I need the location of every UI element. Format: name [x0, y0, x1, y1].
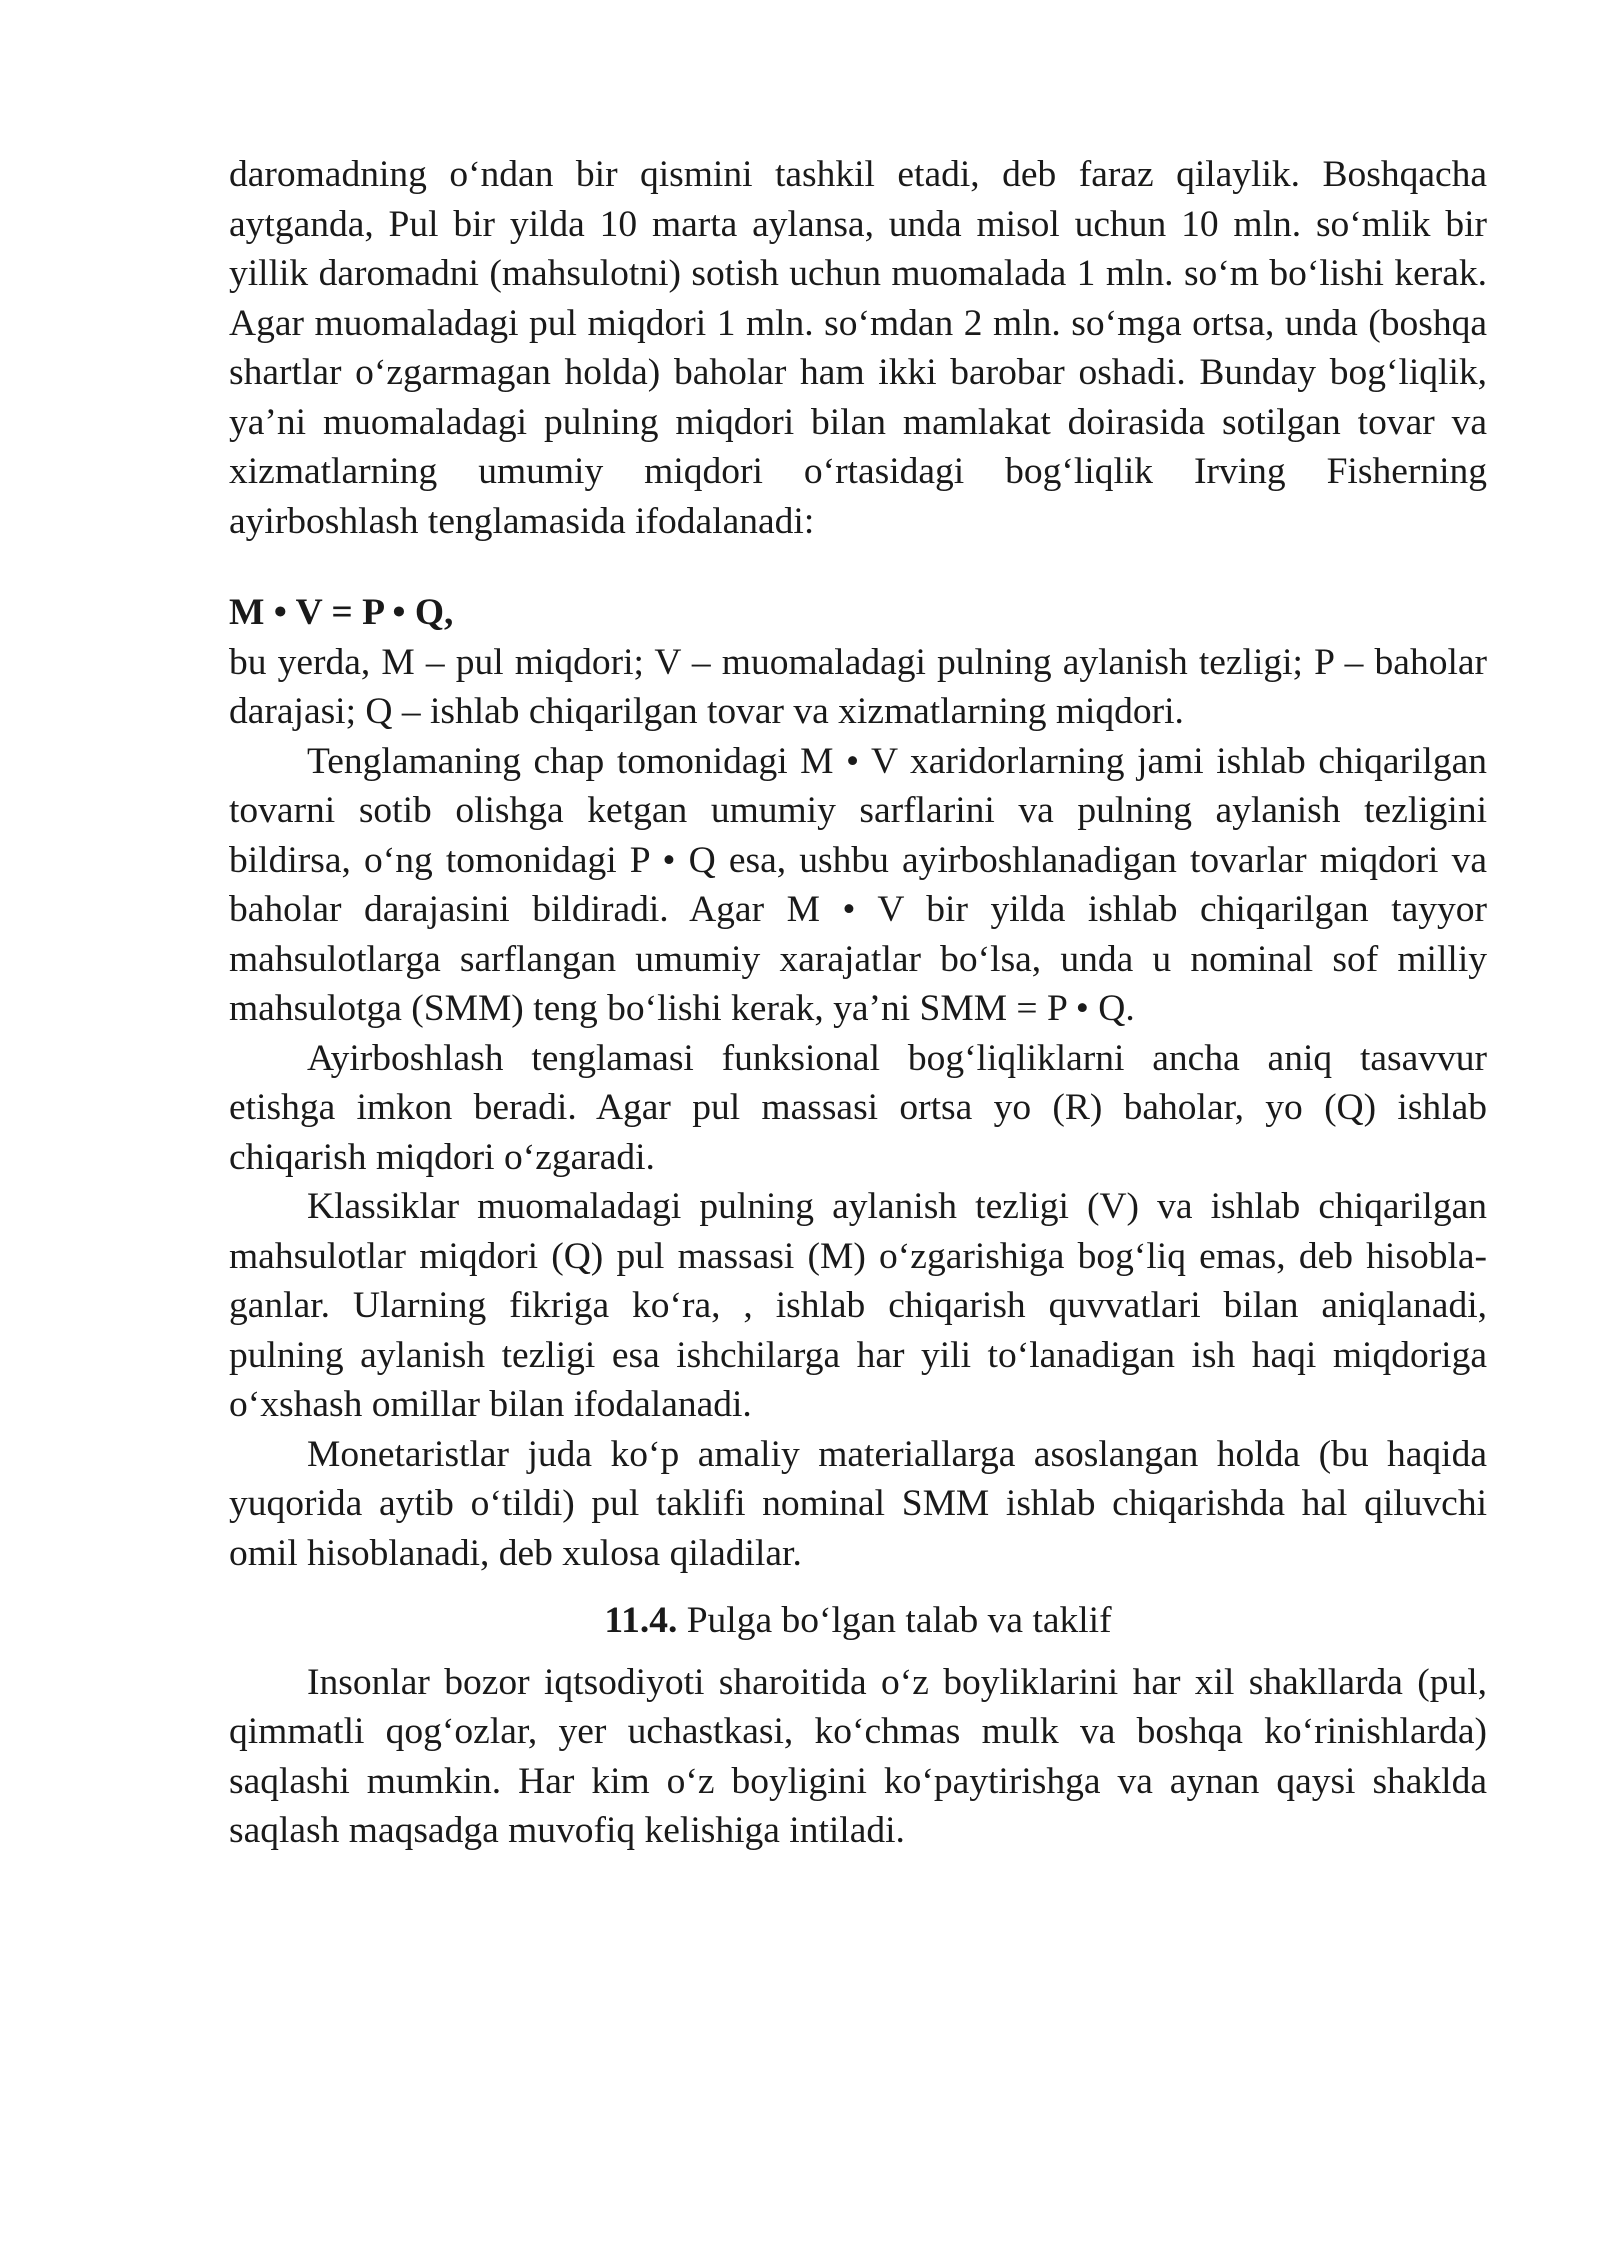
paragraph-intro: daromadning o‘ndan bir qismini tashkil etadi, deb faraz qilaylik. Boshqacha aytganda, Pul bir yilda 10 marta aylansa, unda misol uchun 10 mln. so‘mlik bir yillik daromadni (mahsulotni) sotish uchun muomalada 1 mln. so‘m bo‘lishi kerak. Agar muomaladagi pul miqdori 1 mln. so‘mdan 2 mln. so‘mga ortsa, unda (boshqa shartlar o‘zgarmagan holda) baholar ham ikki barobar oshadi. Bunday bog‘liqlik, ya’ni muomaladagi pulning miqdori bilan mamlakat doirasida sotilgan tovar va xizmatlarning umumiy miqdori o‘rtasidagi bog‘liqlik Irving Fisherning ayirboshlash tenglamasida ifodalanadi: — [229, 154, 1487, 542]
formula-explanation: bu yerda, M – pul miqdori; V – muomaladagi pulning aylanish tezligi; P – baholar darajasi; Q – ishlab chiqarilgan tovar va xizmatlarning miqdori. — [229, 641, 1487, 732]
fisher-equation: M • V = P • Q, — [229, 592, 454, 633]
paragraph-functional-dependencies: Ayirboshlash tenglamasi funksional bog‘liqliklarni ancha aniq tasavvur etishga imkon beradi. Agar pul massasi ortsa yo (R) baholar, yo (Q) ishlab chiqarish miqdori o‘zgaradi. — [229, 1037, 1487, 1178]
section-heading — [229, 1596, 1487, 1646]
paragraph-classics-view: Klassiklar muomaladagi pulning aylanish tezligi (V) va ishlab chiqarilgan mahsulotlar miqdori (Q) pul massasi (M) o‘zgarishiga bog‘liq emas, deb hisobla-ganlar. Ularning fikriga ko‘ra, , ishlab chiqarish quvvatlari bilan aniqlanadi, pulning aylanish tezligi esa ishchilarga har yili to‘lanadigan ish haqi miqdoriga o‘xshash omillar bilan ifodalanadi. — [229, 1186, 1487, 1425]
paragraph-monetarists-view: Monetaristlar juda ko‘p amaliy materiallarga asoslangan holda (bu haqida yuqorida aytib o‘tildi) pul taklifi nominal SMM ishlab chiqarishda hal qiluvchi omil hisoblanadi, deb xulosa qiladilar. — [229, 1433, 1487, 1574]
document-page — [229, 150, 1487, 1856]
paragraph-equation-sides: Tenglamaning chap tomonidagi M • V xaridorlarning jami ishlab chiqarilgan tovarni sotib olishga ketgan umumiy sarflarini va pulning aylanish tezligini bildirsa, o‘ng tomonidagi P • Q esa, ushbu ayirboshlanadigan tovarlar miqdori va baholar darajasini bildiradi. Agar M • V bir yilda ishlab chiqarilgan tayyor mahsulotlarga sarflangan umumiy xarajatlar bo‘lsa, unda u nominal sof milliy mahsulotga (SMM) teng bo‘lishi kerak, ya’ni SMM = P • Q. — [229, 740, 1487, 1029]
section-number: 11.4. — [604, 1600, 678, 1641]
paragraph-wealth-forms: Insonlar bozor iqtsodiyoti sharoitida o‘z boyliklarini har xil shakllarda (pul, qimmatli qog‘ozlar, yer uchastkasi, ko‘chmas mulk va boshqa ko‘rinishlarda) saqlashi mumkin. Har kim o‘z boyligini ko‘paytirishga va aynan qaysi shaklda saqlash maqsadga muvofiq kelishiga intiladi. — [229, 1661, 1487, 1851]
section-title: Pulga bo‘lgan talab va taklif — [686, 1600, 1112, 1641]
